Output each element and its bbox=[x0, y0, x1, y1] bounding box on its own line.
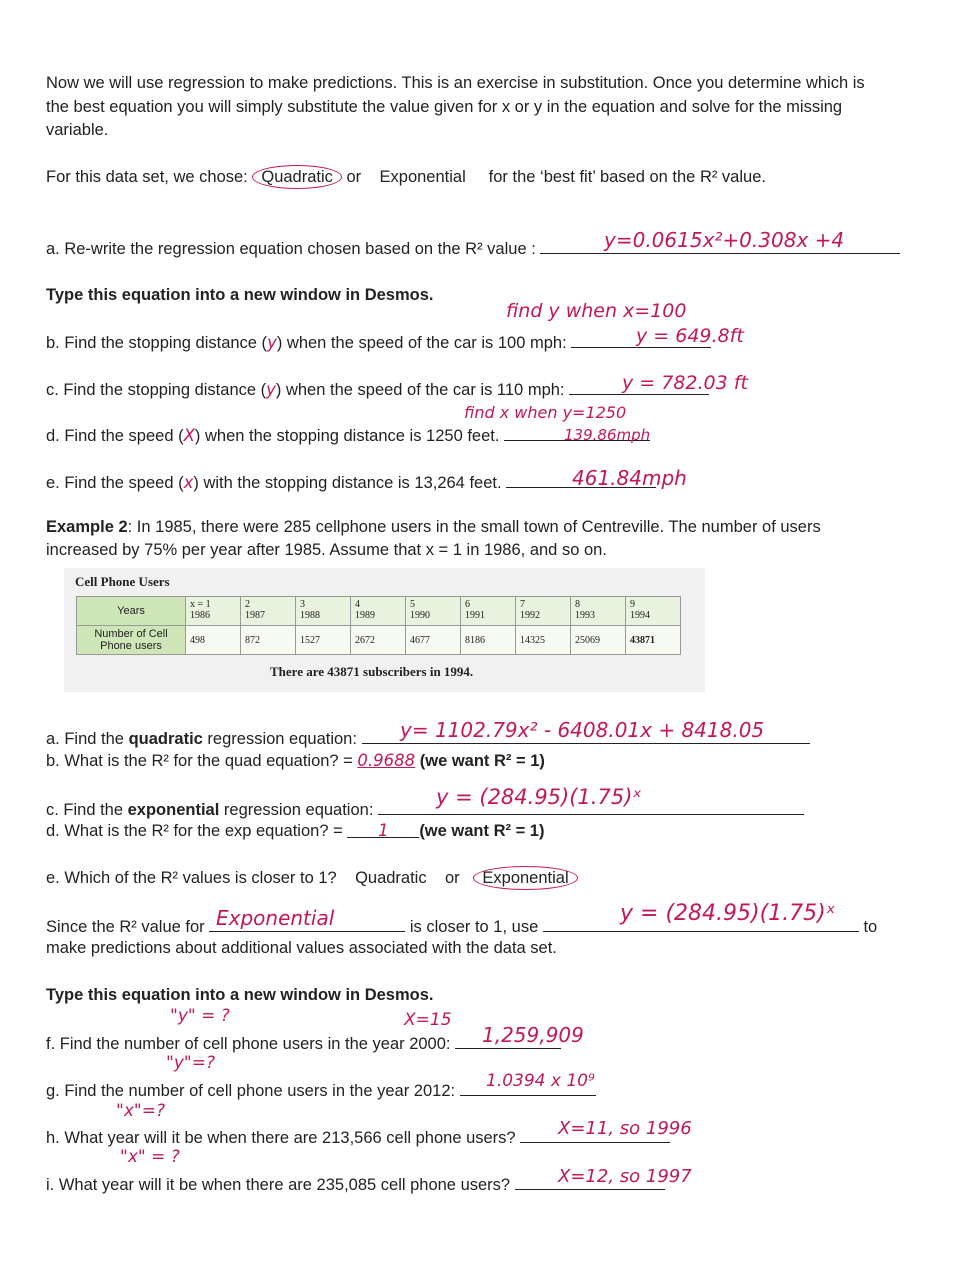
intro-line-2: the best equation you will simply substitute the value given for x or y in the equation and solve for the missing bbox=[46, 98, 843, 116]
desmos-instruction-1: Type this equation into a new window in Desmos. bbox=[46, 286, 434, 304]
chose-option-quadratic: Quadratic bbox=[252, 165, 342, 189]
handwritten-answer-2f: 1,259,909 bbox=[482, 1023, 584, 1047]
table-row-label-users: Number of Cell Phone users bbox=[77, 626, 186, 655]
table-cell: 4677 bbox=[406, 626, 461, 655]
table-cell: x = 1 1986 bbox=[186, 597, 241, 626]
handwritten-var-c: y bbox=[266, 380, 276, 399]
handwritten-answer-2i: X=12, so 1997 bbox=[558, 1166, 692, 1187]
question-2a-bold: quadratic bbox=[128, 730, 203, 748]
answer-blank bbox=[347, 821, 419, 838]
question-e bbox=[46, 471, 656, 493]
question-2i-text: i. What year will it be when there are 235,085 cell phone users? bbox=[46, 1176, 511, 1194]
since-text-2: is closer to 1, use bbox=[409, 918, 539, 936]
table-cell: 2672 bbox=[351, 626, 406, 655]
chose-prefix: For this data set, we chose: bbox=[46, 168, 248, 186]
handwritten-answer-2b: 0.9688 bbox=[357, 751, 416, 770]
intro-line-1: Now we will use regression to make predictions. This is an exercise in substitution. Once you determine which is bbox=[46, 74, 865, 92]
question-2c-post: regression equation: bbox=[219, 801, 374, 819]
handwritten-answer-2c: y = (284.95)(1.75)ˣ bbox=[436, 785, 642, 809]
table-caption: There are 43871 subscribers in 1994. bbox=[270, 664, 474, 679]
handwritten-answer-2a: y= 1102.79x² - 6408.01x + 8418.05 bbox=[400, 718, 765, 742]
question-2e bbox=[46, 868, 578, 888]
option-or: or bbox=[444, 869, 460, 887]
question-b-text: b. Find the stopping distance ( bbox=[46, 334, 268, 352]
example2-line-2: increased by 75% per year after 1985. Assume that x = 1 in 1986, and so on. bbox=[46, 541, 607, 559]
handwritten-answer-d: 139.86mph bbox=[564, 426, 651, 444]
question-e-text-2: ) with the stopping distance is 13,264 feet. bbox=[193, 474, 502, 492]
question-2c-bold: exponential bbox=[127, 801, 220, 819]
handwritten-answer-2d: 1 bbox=[378, 821, 389, 840]
since-text-3: to bbox=[863, 918, 878, 936]
handwritten-answer-since-2: y = (284.95)(1.75)ˣ bbox=[620, 901, 836, 926]
chose-suffix: for the ‘best fit’ based on the R² value. bbox=[488, 168, 766, 186]
example2-text-1: : In 1985, there were 285 cellphone users in the small town of Centreville. The number of users bbox=[127, 518, 821, 536]
question-a-text: a. Re-write the regression equation chosen based on the R² value : bbox=[46, 240, 536, 258]
handwritten-answer-c: y = 782.03 ft bbox=[622, 372, 748, 394]
since-line-2: make predictions about additional values associated with the data set. bbox=[46, 939, 557, 957]
table-cell: 5 1990 bbox=[406, 597, 461, 626]
question-b-text-2: ) when the speed of the car is 100 mph: bbox=[276, 334, 567, 352]
handwritten-note-f1: "y" = ? bbox=[170, 1006, 230, 1026]
handwritten-answer-b: y = 649.8ft bbox=[636, 325, 744, 347]
since-text-1: Since the R² value for bbox=[46, 918, 205, 936]
question-d-text: d. Find the speed ( bbox=[46, 427, 184, 445]
question-2f-text: f. Find the number of cell phone users in the year 2000: bbox=[46, 1035, 451, 1053]
question-c-text-2: ) when the speed of the car is 110 mph: bbox=[275, 381, 565, 399]
question-2g-text: g. Find the number of cell phone users in the year 2012: bbox=[46, 1082, 456, 1100]
example2-line-1 bbox=[46, 517, 821, 537]
handwritten-var-d: X bbox=[183, 426, 195, 445]
table-cell: 2 1987 bbox=[241, 597, 296, 626]
chose-line bbox=[46, 167, 766, 187]
option-quadratic: Quadratic bbox=[355, 869, 427, 887]
table-cell: 1527 bbox=[296, 626, 351, 655]
question-2b-want: (we want R² = 1) bbox=[419, 752, 545, 770]
table-cell: 25069 bbox=[571, 626, 626, 655]
handwritten-answer-e: 461.84mph bbox=[572, 466, 687, 490]
table-row-users bbox=[77, 626, 681, 655]
question-2b bbox=[46, 751, 545, 771]
handwritten-answer-a: y=0.0615x²+0.308x +4 bbox=[604, 228, 845, 252]
question-e-text: e. Find the speed ( bbox=[46, 474, 184, 492]
handwritten-note-g: "y"=? bbox=[166, 1053, 215, 1073]
intro-line-3: variable. bbox=[46, 121, 109, 139]
question-2h-text: h. What year will it be when there are 213,566 cell phone users? bbox=[46, 1129, 516, 1147]
question-d bbox=[46, 424, 650, 446]
handwritten-note-i: "x" = ? bbox=[120, 1147, 180, 1167]
question-2a-pre: a. Find the bbox=[46, 730, 129, 748]
handwritten-answer-since-1: Exponential bbox=[216, 906, 335, 930]
table-row-label-years: Years bbox=[77, 597, 186, 626]
handwritten-answer-2h: X=11, so 1996 bbox=[558, 1118, 692, 1139]
handwritten-note-f2: X=15 bbox=[404, 1010, 452, 1030]
table-cell: 498 bbox=[186, 626, 241, 655]
chose-option-exponential: Exponential bbox=[379, 168, 466, 186]
table-cell: 7 1992 bbox=[516, 597, 571, 626]
table-cell: 872 bbox=[241, 626, 296, 655]
handwritten-note-d: find x when y=1250 bbox=[464, 403, 627, 422]
question-2d-want: (we want R² = 1) bbox=[419, 822, 545, 840]
table-title: Cell Phone Users bbox=[75, 574, 170, 589]
table-cell: 6 1991 bbox=[461, 597, 516, 626]
example2-label: Example 2 bbox=[46, 518, 128, 536]
handwritten-var-e: x bbox=[183, 473, 194, 492]
table-cell: 4 1989 bbox=[351, 597, 406, 626]
handwritten-note-b: find y when x=100 bbox=[506, 300, 687, 322]
table-cell: 43871 bbox=[626, 626, 681, 655]
question-2a-post: regression equation: bbox=[202, 730, 357, 748]
question-2b-text: b. What is the R² for the quad equation? = bbox=[46, 752, 353, 770]
table-cell: 3 1988 bbox=[296, 597, 351, 626]
option-exponential-circled: Exponential bbox=[473, 866, 577, 890]
question-2d-text: d. What is the R² for the exp equation? = bbox=[46, 822, 343, 840]
table-cell: 9 1994 bbox=[626, 597, 681, 626]
table-cell: 14325 bbox=[516, 626, 571, 655]
handwritten-answer-2g: 1.0394 x 10⁹ bbox=[486, 1071, 595, 1091]
question-2c bbox=[46, 798, 804, 820]
question-2e-text: e. Which of the R² values is closer to 1? bbox=[46, 869, 337, 887]
handwritten-note-h: "x"=? bbox=[116, 1101, 165, 1121]
cell-phone-table bbox=[76, 596, 681, 655]
question-2d bbox=[46, 821, 544, 841]
question-b bbox=[46, 331, 711, 353]
desmos-instruction-2: Type this equation into a new window in Desmos. bbox=[46, 986, 434, 1004]
chose-or: or bbox=[346, 168, 362, 186]
table-cell: 8 1993 bbox=[571, 597, 626, 626]
question-d-text-2: ) when the stopping distance is 1250 feet. bbox=[194, 427, 500, 445]
question-c bbox=[46, 378, 709, 400]
table-row-years bbox=[77, 597, 681, 626]
handwritten-var-b: y bbox=[267, 333, 277, 352]
question-c-text: c. Find the stopping distance ( bbox=[46, 381, 267, 399]
table-cell: 8186 bbox=[461, 626, 516, 655]
question-2c-pre: c. Find the bbox=[46, 801, 128, 819]
